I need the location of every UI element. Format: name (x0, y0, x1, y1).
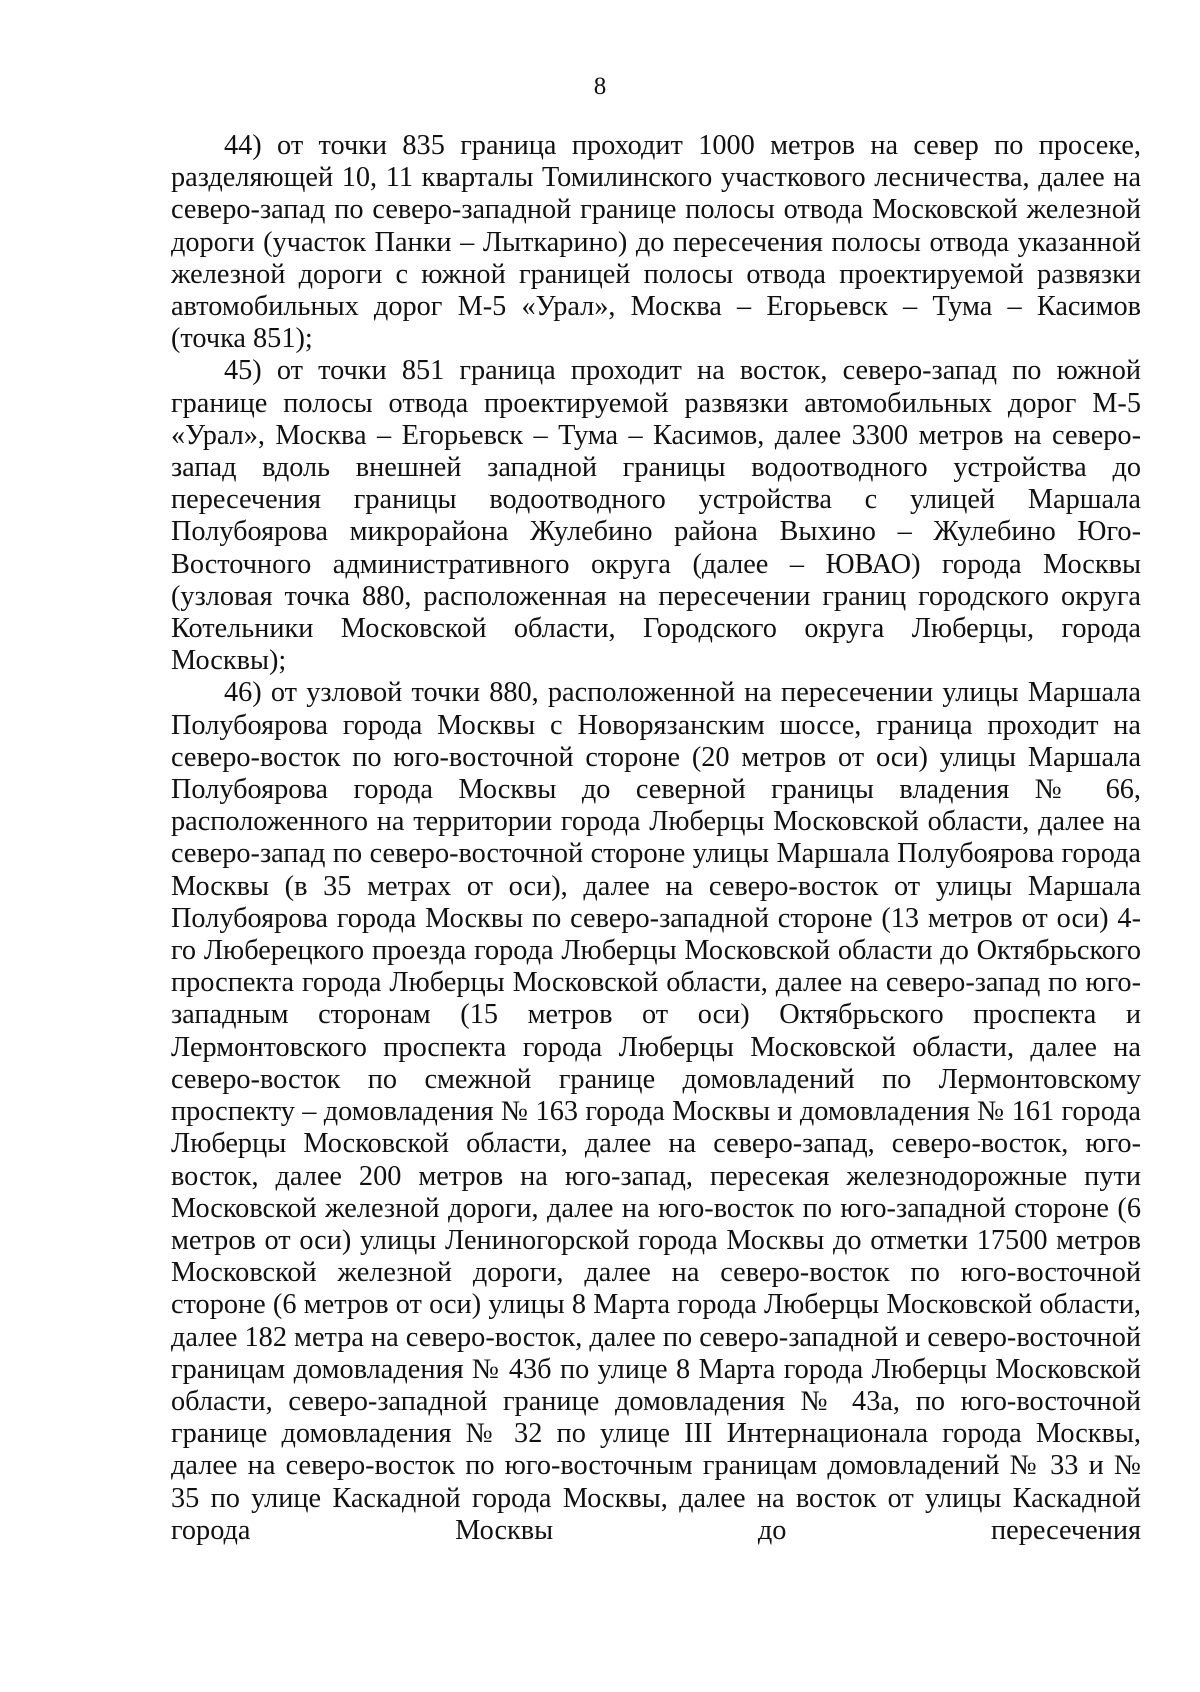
paragraph-45: 45) от точки 851 граница проходит на восток, северо-запад по южной границе полосы отвода проектируемой развязки автомобильных дорог М-5 «Урал», Москва – Егорьевск – Тума – Касимов, далее 3300 метров на северо-запад вдоль внешней западной границы водоотводного устройства до пересечения границы водоотводного устройства с улицей Маршала Полубоярова микрорайона Жулебино района Выхино – Жулебино Юго-Восточного административного округа (далее – ЮВАО) города Москвы (узловая точка 880, расположенная на пересечении границ городского округа Котельники Московской области, Городского округа Люберцы, города Москвы); (171, 355, 1141, 677)
page-number: 8 (593, 73, 607, 100)
document-body (171, 130, 1141, 1547)
paragraph-46: 46) от узловой точки 880, расположенной на пересечении улицы Маршала Полубоярова города Москвы с Новорязанским шоссе, граница проходит на северо-восток по юго-восточной стороне (20 метров от оси) улицы Маршала Полубоярова города Москвы до северной границы владения № 66, расположенного на территории города Люберцы Московской области, далее на северо-запад по северо-восточной стороне улицы Маршала Полубоярова города Москвы (в 35 метрах от оси), далее на северо-восток от улицы Маршала Полубоярова города Москвы по северо-западной стороне (13 метров от оси) 4-го Люберецкого проезда города Люберцы Московской области до Октябрьского проспекта города Люберцы Московской области, далее на северо-запад по юго-западным сторонам (15 метров от оси) Октябрьского проспекта и Лермонтовского проспекта города Люберцы Московской области, далее на северо-восток по смежной границе домовладений по Лермонтовскому проспекту – домовладения № 163 города Москвы и домовладения № 161 города Люберцы Московской области, далее на северо-запад, северо-восток, юго-восток, далее 200 метров на юго-запад, пересекая железнодорожные пути Московской железной дороги, далее на юго-восток по юго-западной стороне (6 метров от оси) улицы Лениногорской города Москвы до отметки 17500 метров Московской железной дороги, далее на северо-восток по юго-восточной стороне (6 метров от оси) улицы 8 Марта города Люберцы Московской области, далее 182 метра на северо-восток, далее по северо-западной и северо-восточной границам домовладения № 43б по улице 8 Марта города Люберцы Московской области, северо-западной границе домовладения № 43а, по юго-восточной границе домовладения № 32 по улице III Интернационала города Москвы, далее на северо-восток по юго-восточным границам домовладений № 33 и № 35 по улице Каскадной города Москвы, далее на восток от улицы Каскадной города Москвы до пересечения (171, 677, 1141, 1546)
paragraph-44: 44) от точки 835 граница проходит 1000 метров на север по просеке, разделяющей 10, 11 кварталы Томилинского участкового лесничества, далее на северо-запад по северо-западной границе полосы отвода Московской железной дороги (участок Панки – Лыткарино) до пересечения полосы отвода указанной железной дороги с южной границей полосы отвода проектируемой развязки автомобильных дорог М-5 «Урал», Москва – Егорьевск – Тума – Касимов (точка 851); (171, 130, 1141, 355)
